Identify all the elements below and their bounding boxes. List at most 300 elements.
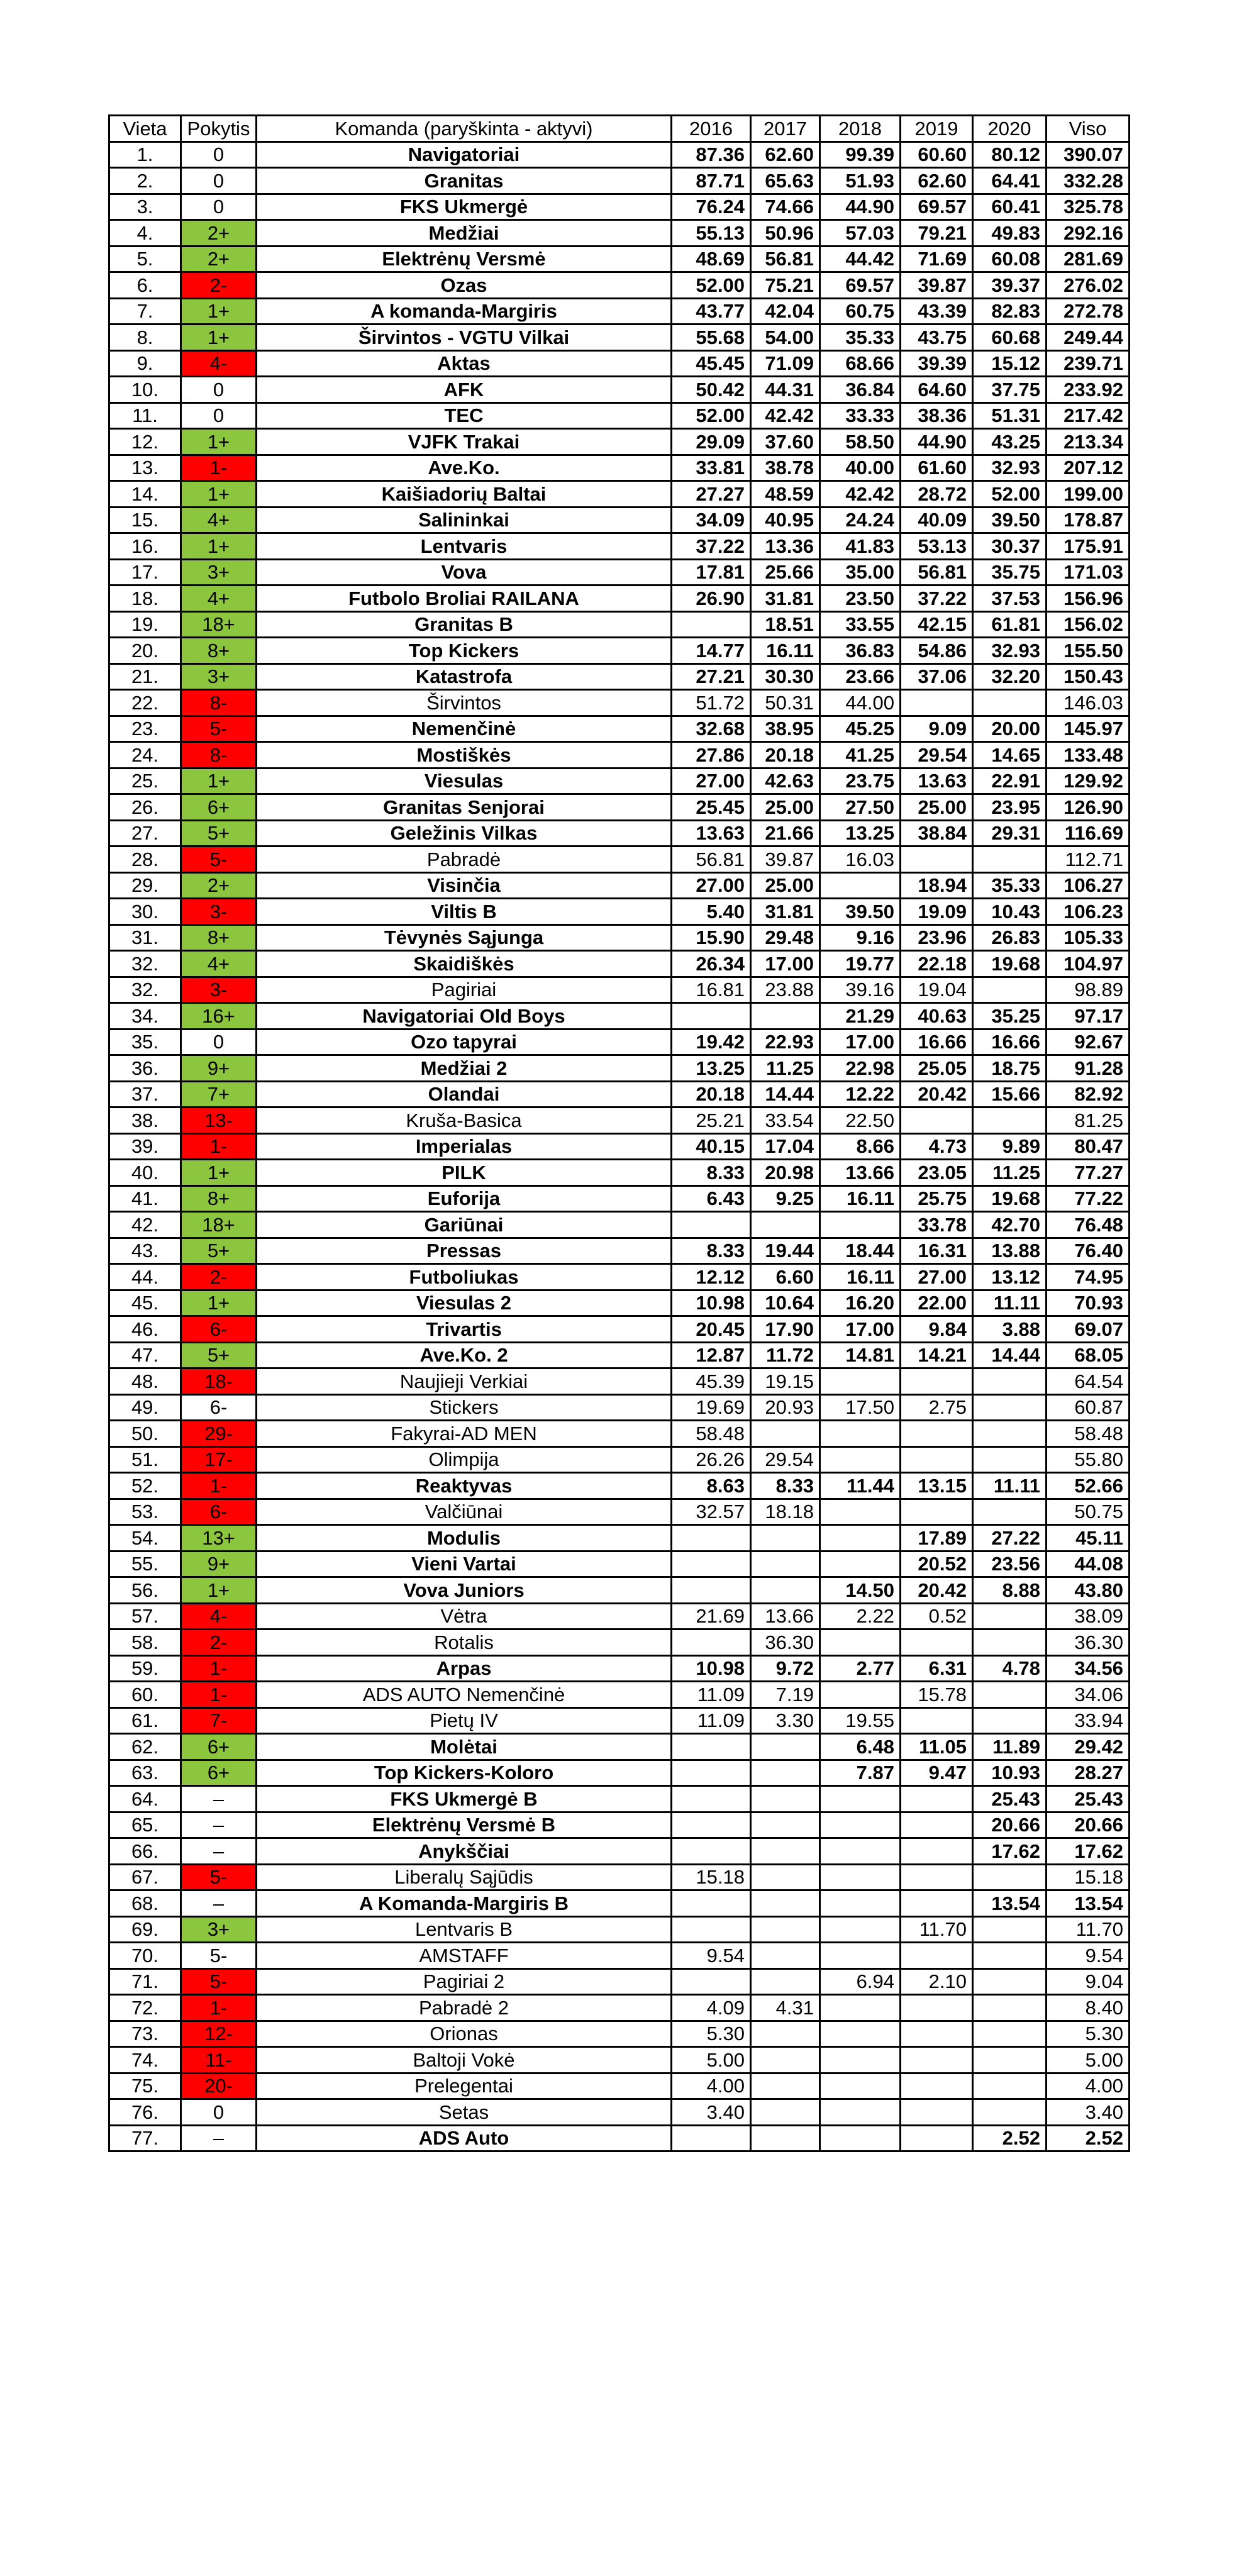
- total-cell: 9.04: [1047, 1968, 1130, 1995]
- table-row: [109, 2125, 1130, 2151]
- total-cell: 20.66: [1047, 1812, 1130, 1838]
- rank-cell: 71.: [109, 1968, 181, 1995]
- score-2017-cell: [751, 1943, 820, 1969]
- change-cell: 8+: [181, 924, 257, 951]
- total-cell: 44.08: [1047, 1551, 1130, 1577]
- header-rank: Vieta: [109, 116, 181, 142]
- score-2019-cell: 64.60: [901, 377, 973, 403]
- table-row: [109, 2073, 1130, 2099]
- score-2017-cell: 18.18: [751, 1499, 820, 1525]
- table-row: [109, 533, 1130, 560]
- score-2016-cell: 27.86: [672, 742, 751, 769]
- score-2018-cell: [820, 1864, 901, 1890]
- rank-cell: 43.: [109, 1238, 181, 1264]
- total-cell: 43.80: [1047, 1577, 1130, 1604]
- score-2019-cell: 11.05: [901, 1734, 973, 1760]
- header-2019: 2019: [901, 116, 973, 142]
- score-2019-cell: 25.00: [901, 794, 973, 821]
- score-2019-cell: 37.22: [901, 586, 973, 612]
- score-2016-cell: 4.00: [672, 2073, 751, 2099]
- change-cell: 20-: [181, 2073, 257, 2099]
- team-name-cell: Ave.Ko.: [257, 455, 672, 481]
- score-2019-cell: [901, 2073, 973, 2099]
- score-2017-cell: 13.36: [751, 533, 820, 560]
- score-2019-cell: 79.21: [901, 220, 973, 247]
- total-cell: 106.23: [1047, 899, 1130, 925]
- rank-cell: 4.: [109, 220, 181, 247]
- team-name-cell: PILK: [257, 1160, 672, 1186]
- score-2016-cell: 27.00: [672, 768, 751, 794]
- score-2018-cell: 12.22: [820, 1081, 901, 1108]
- team-name-cell: ADS Auto: [257, 2125, 672, 2151]
- table-row: [109, 1421, 1130, 1447]
- score-2019-cell: 42.15: [901, 611, 973, 638]
- score-2017-cell: 71.09: [751, 350, 820, 377]
- table-row: [109, 2021, 1130, 2047]
- change-cell: 2+: [181, 246, 257, 272]
- team-name-cell: Ozo tapyrai: [257, 1029, 672, 1055]
- rank-cell: 63.: [109, 1760, 181, 1786]
- score-2018-cell: [820, 1368, 901, 1395]
- score-2018-cell: 23.75: [820, 768, 901, 794]
- total-cell: 155.50: [1047, 638, 1130, 664]
- team-name-cell: Navigatoriai: [257, 142, 672, 168]
- score-2016-cell: 12.87: [672, 1342, 751, 1368]
- score-2016-cell: [672, 1525, 751, 1552]
- score-2020-cell: 30.37: [973, 533, 1047, 560]
- score-2020-cell: 39.50: [973, 507, 1047, 533]
- score-2020-cell: [973, 1995, 1047, 2021]
- score-2017-cell: [751, 1838, 820, 1865]
- score-2017-cell: 65.63: [751, 168, 820, 194]
- score-2019-cell: 2.10: [901, 1968, 973, 1995]
- score-2020-cell: 19.68: [973, 951, 1047, 977]
- score-2018-cell: [820, 1446, 901, 1473]
- change-cell: 6-: [181, 1316, 257, 1343]
- table-row: [109, 820, 1130, 847]
- score-2019-cell: 39.87: [901, 272, 973, 299]
- team-name-cell: Vėtra: [257, 1603, 672, 1629]
- score-2018-cell: 17.00: [820, 1029, 901, 1055]
- score-2018-cell: [820, 2047, 901, 2074]
- team-name-cell: Tėvynės Sąjunga: [257, 924, 672, 951]
- rank-cell: 27.: [109, 820, 181, 847]
- score-2016-cell: [672, 1786, 751, 1813]
- team-name-cell: FKS Ukmergė B: [257, 1786, 672, 1813]
- rank-cell: 57.: [109, 1603, 181, 1629]
- rank-cell: 37.: [109, 1081, 181, 1108]
- score-2016-cell: 32.68: [672, 716, 751, 742]
- score-2017-cell: 38.95: [751, 716, 820, 742]
- rank-cell: 60.: [109, 1682, 181, 1708]
- score-2017-cell: [751, 1760, 820, 1786]
- score-2017-cell: [751, 1890, 820, 1917]
- score-2019-cell: 33.78: [901, 1212, 973, 1238]
- score-2019-cell: [901, 1368, 973, 1395]
- score-2017-cell: [751, 1421, 820, 1447]
- team-name-cell: Fakyrai-AD MEN: [257, 1421, 672, 1447]
- score-2019-cell: 62.60: [901, 168, 973, 194]
- score-2018-cell: [820, 1916, 901, 1943]
- score-2020-cell: [973, 1421, 1047, 1447]
- rank-cell: 12.: [109, 429, 181, 455]
- change-cell: 9+: [181, 1055, 257, 1082]
- score-2018-cell: 44.42: [820, 246, 901, 272]
- score-2017-cell: 48.59: [751, 481, 820, 508]
- change-cell: 5-: [181, 1864, 257, 1890]
- total-cell: 8.40: [1047, 1995, 1130, 2021]
- change-cell: 3-: [181, 899, 257, 925]
- rank-cell: 29.: [109, 872, 181, 899]
- total-cell: 233.92: [1047, 377, 1130, 403]
- change-cell: 4+: [181, 507, 257, 533]
- rank-cell: 2.: [109, 168, 181, 194]
- score-2019-cell: 61.60: [901, 455, 973, 481]
- score-2018-cell: [820, 1421, 901, 1447]
- score-2017-cell: 20.98: [751, 1160, 820, 1186]
- team-name-cell: Trivartis: [257, 1316, 672, 1343]
- team-name-cell: Viltis B: [257, 899, 672, 925]
- score-2020-cell: 61.81: [973, 611, 1047, 638]
- score-2018-cell: 44.00: [820, 690, 901, 716]
- change-cell: –: [181, 1838, 257, 1865]
- table-row: [109, 951, 1130, 977]
- change-cell: 1+: [181, 298, 257, 325]
- table-row: [109, 1629, 1130, 1656]
- score-2020-cell: [973, 1603, 1047, 1629]
- score-2016-cell: 34.09: [672, 507, 751, 533]
- score-2017-cell: 4.31: [751, 1995, 820, 2021]
- score-2019-cell: 54.86: [901, 638, 973, 664]
- score-2016-cell: 45.39: [672, 1368, 751, 1395]
- score-2018-cell: 40.00: [820, 455, 901, 481]
- score-2016-cell: 21.69: [672, 1603, 751, 1629]
- score-2017-cell: [751, 2047, 820, 2074]
- change-cell: 17-: [181, 1446, 257, 1473]
- change-cell: 18-: [181, 1368, 257, 1395]
- total-cell: 34.56: [1047, 1655, 1130, 1682]
- score-2019-cell: 38.84: [901, 820, 973, 847]
- score-2016-cell: 87.36: [672, 142, 751, 168]
- score-2018-cell: [820, 1551, 901, 1577]
- score-2019-cell: 9.47: [901, 1760, 973, 1786]
- score-2016-cell: 8.33: [672, 1160, 751, 1186]
- total-cell: 77.27: [1047, 1160, 1130, 1186]
- score-2020-cell: 8.88: [973, 1577, 1047, 1604]
- header-2020: 2020: [973, 116, 1047, 142]
- score-2019-cell: 9.84: [901, 1316, 973, 1343]
- team-name-cell: Visinčia: [257, 872, 672, 899]
- score-2017-cell: 18.51: [751, 611, 820, 638]
- score-2019-cell: 71.69: [901, 246, 973, 272]
- change-cell: 1-: [181, 1133, 257, 1160]
- total-cell: 112.71: [1047, 847, 1130, 873]
- rank-cell: 61.: [109, 1707, 181, 1734]
- change-cell: 1+: [181, 1160, 257, 1186]
- team-name-cell: AMSTAFF: [257, 1943, 672, 1969]
- score-2017-cell: 10.64: [751, 1290, 820, 1316]
- score-2020-cell: 32.93: [973, 455, 1047, 481]
- score-2017-cell: [751, 2099, 820, 2126]
- score-2020-cell: [973, 1968, 1047, 1995]
- total-cell: 13.54: [1047, 1890, 1130, 1917]
- score-2016-cell: 13.63: [672, 820, 751, 847]
- score-2017-cell: 25.66: [751, 559, 820, 586]
- table-row: [109, 377, 1130, 403]
- score-2020-cell: 80.12: [973, 142, 1047, 168]
- change-cell: 4-: [181, 350, 257, 377]
- team-name-cell: Ozas: [257, 272, 672, 299]
- team-name-cell: Baltoji Vokė: [257, 2047, 672, 2074]
- score-2018-cell: [820, 2021, 901, 2047]
- change-cell: 11-: [181, 2047, 257, 2074]
- team-name-cell: Granitas: [257, 168, 672, 194]
- table-row: [109, 1864, 1130, 1890]
- table-row: [109, 402, 1130, 429]
- score-2020-cell: 29.31: [973, 820, 1047, 847]
- score-2019-cell: 2.75: [901, 1394, 973, 1421]
- score-2018-cell: [820, 1786, 901, 1813]
- rank-cell: 53.: [109, 1499, 181, 1525]
- rank-cell: 46.: [109, 1316, 181, 1343]
- score-2020-cell: 20.00: [973, 716, 1047, 742]
- rank-cell: 18.: [109, 586, 181, 612]
- team-name-cell: Olimpija: [257, 1446, 672, 1473]
- score-2017-cell: 19.44: [751, 1238, 820, 1264]
- change-cell: 8+: [181, 638, 257, 664]
- score-2017-cell: 36.30: [751, 1629, 820, 1656]
- score-2016-cell: 5.30: [672, 2021, 751, 2047]
- score-2020-cell: [973, 1446, 1047, 1473]
- score-2019-cell: [901, 1812, 973, 1838]
- total-cell: 104.97: [1047, 951, 1130, 977]
- total-cell: 5.30: [1047, 2021, 1130, 2047]
- score-2016-cell: 26.34: [672, 951, 751, 977]
- team-name-cell: Viesulas 2: [257, 1290, 672, 1316]
- rank-cell: 39.: [109, 1133, 181, 1160]
- score-2016-cell: [672, 1551, 751, 1577]
- table-row: [109, 924, 1130, 951]
- total-cell: 207.12: [1047, 455, 1130, 481]
- rank-cell: 3.: [109, 194, 181, 220]
- score-2017-cell: 33.54: [751, 1108, 820, 1134]
- score-2018-cell: 68.66: [820, 350, 901, 377]
- change-cell: 2+: [181, 220, 257, 247]
- total-cell: 213.34: [1047, 429, 1130, 455]
- score-2018-cell: 17.00: [820, 1316, 901, 1343]
- score-2018-cell: 58.50: [820, 429, 901, 455]
- score-2016-cell: 51.72: [672, 690, 751, 716]
- team-name-cell: Katastrofa: [257, 663, 672, 690]
- team-name-cell: TEC: [257, 402, 672, 429]
- rank-cell: 22.: [109, 690, 181, 716]
- team-name-cell: Pabradė 2: [257, 1995, 672, 2021]
- table-row: [109, 1499, 1130, 1525]
- total-cell: 129.92: [1047, 768, 1130, 794]
- table-row: [109, 1055, 1130, 1082]
- rank-cell: 10.: [109, 377, 181, 403]
- table-row: [109, 1603, 1130, 1629]
- score-2016-cell: 45.45: [672, 350, 751, 377]
- score-2019-cell: 25.05: [901, 1055, 973, 1082]
- score-2019-cell: 40.09: [901, 507, 973, 533]
- change-cell: 18+: [181, 611, 257, 638]
- table-row: [109, 1368, 1130, 1395]
- team-name-cell: Rotalis: [257, 1629, 672, 1656]
- team-name-cell: Euforija: [257, 1185, 672, 1212]
- rank-cell: 74.: [109, 2047, 181, 2074]
- score-2018-cell: 19.55: [820, 1707, 901, 1734]
- score-2019-cell: [901, 1446, 973, 1473]
- score-2017-cell: 40.95: [751, 507, 820, 533]
- score-2017-cell: [751, 1864, 820, 1890]
- rank-cell: 72.: [109, 1995, 181, 2021]
- team-name-cell: Molėtai: [257, 1734, 672, 1760]
- score-2020-cell: 35.25: [973, 1003, 1047, 1030]
- team-name-cell: Liberalų Sąjūdis: [257, 1864, 672, 1890]
- score-2018-cell: 35.33: [820, 325, 901, 351]
- table-row: [109, 220, 1130, 247]
- total-cell: 106.27: [1047, 872, 1130, 899]
- change-cell: 2-: [181, 1629, 257, 1656]
- score-2017-cell: 17.04: [751, 1133, 820, 1160]
- score-2016-cell: 16.81: [672, 977, 751, 1003]
- rank-cell: 32.: [109, 951, 181, 977]
- score-2017-cell: 42.63: [751, 768, 820, 794]
- rank-cell: 11.: [109, 402, 181, 429]
- score-2020-cell: 20.66: [973, 1812, 1047, 1838]
- score-2017-cell: 25.00: [751, 794, 820, 821]
- rank-cell: 25.: [109, 768, 181, 794]
- score-2016-cell: 25.21: [672, 1108, 751, 1134]
- score-2016-cell: 26.90: [672, 586, 751, 612]
- total-cell: 29.42: [1047, 1734, 1130, 1760]
- team-name-cell: Prelegentai: [257, 2073, 672, 2099]
- change-cell: 4+: [181, 951, 257, 977]
- score-2020-cell: 82.83: [973, 298, 1047, 325]
- change-cell: 2-: [181, 272, 257, 299]
- score-2018-cell: 99.39: [820, 142, 901, 168]
- total-cell: 58.48: [1047, 1421, 1130, 1447]
- score-2018-cell: [820, 1682, 901, 1708]
- score-2018-cell: [820, 872, 901, 899]
- score-2017-cell: [751, 1734, 820, 1760]
- table-row: [109, 2047, 1130, 2074]
- score-2018-cell: 39.16: [820, 977, 901, 1003]
- rank-cell: 64.: [109, 1786, 181, 1813]
- team-name-cell: Geležinis Vilkas: [257, 820, 672, 847]
- score-2016-cell: 40.15: [672, 1133, 751, 1160]
- score-2019-cell: 23.05: [901, 1160, 973, 1186]
- total-cell: 9.54: [1047, 1943, 1130, 1969]
- score-2016-cell: 48.69: [672, 246, 751, 272]
- score-2017-cell: 19.15: [751, 1368, 820, 1395]
- team-name-cell: Imperialas: [257, 1133, 672, 1160]
- score-2019-cell: 0.52: [901, 1603, 973, 1629]
- rank-cell: 16.: [109, 533, 181, 560]
- total-cell: 390.07: [1047, 142, 1130, 168]
- rank-cell: 70.: [109, 1943, 181, 1969]
- score-2018-cell: 44.90: [820, 194, 901, 220]
- score-2020-cell: 37.53: [973, 586, 1047, 612]
- rank-cell: 58.: [109, 1629, 181, 1656]
- score-2016-cell: [672, 1760, 751, 1786]
- total-cell: 68.05: [1047, 1342, 1130, 1368]
- team-name-cell: Modulis: [257, 1525, 672, 1552]
- change-cell: 4-: [181, 1603, 257, 1629]
- score-2018-cell: 6.48: [820, 1734, 901, 1760]
- score-2020-cell: [973, 2021, 1047, 2047]
- score-2019-cell: 18.94: [901, 872, 973, 899]
- header-total: Viso: [1047, 116, 1130, 142]
- score-2016-cell: 29.09: [672, 429, 751, 455]
- score-2017-cell: 21.66: [751, 820, 820, 847]
- score-2019-cell: 20.52: [901, 1551, 973, 1577]
- score-2018-cell: 19.77: [820, 951, 901, 977]
- score-2016-cell: 20.18: [672, 1081, 751, 1108]
- score-2017-cell: 3.30: [751, 1707, 820, 1734]
- score-2017-cell: [751, 1968, 820, 1995]
- table-row: [109, 1968, 1130, 1995]
- total-cell: 91.28: [1047, 1055, 1130, 1082]
- score-2020-cell: 4.78: [973, 1655, 1047, 1682]
- score-2017-cell: 17.90: [751, 1316, 820, 1343]
- score-2019-cell: [901, 847, 973, 873]
- score-2020-cell: 64.41: [973, 168, 1047, 194]
- table-row: [109, 768, 1130, 794]
- score-2018-cell: [820, 1525, 901, 1552]
- team-name-cell: Salininkai: [257, 507, 672, 533]
- table-row: [109, 2099, 1130, 2126]
- rank-cell: 59.: [109, 1655, 181, 1682]
- rank-cell: 76.: [109, 2099, 181, 2126]
- table-row: [109, 872, 1130, 899]
- rank-cell: 30.: [109, 899, 181, 925]
- table-row: [109, 1108, 1130, 1134]
- score-2016-cell: 58.48: [672, 1421, 751, 1447]
- score-2018-cell: [820, 1995, 901, 2021]
- score-2018-cell: [820, 1499, 901, 1525]
- score-2020-cell: 11.11: [973, 1290, 1047, 1316]
- total-cell: 55.80: [1047, 1446, 1130, 1473]
- score-2019-cell: [901, 2125, 973, 2151]
- team-name-cell: Futbolo Broliai RAILANA: [257, 586, 672, 612]
- table-row: [109, 1682, 1130, 1708]
- score-2016-cell: [672, 2125, 751, 2151]
- score-2020-cell: [973, 1707, 1047, 1734]
- table-header: [109, 116, 1130, 142]
- change-cell: 1+: [181, 325, 257, 351]
- score-2018-cell: 17.50: [820, 1394, 901, 1421]
- score-2016-cell: [672, 611, 751, 638]
- score-2018-cell: 41.83: [820, 533, 901, 560]
- rank-cell: 51.: [109, 1446, 181, 1473]
- rank-cell: 48.: [109, 1368, 181, 1395]
- change-cell: 1+: [181, 1290, 257, 1316]
- team-name-cell: Elektrėnų Versmė: [257, 246, 672, 272]
- team-name-cell: Medžiai 2: [257, 1055, 672, 1082]
- total-cell: 272.78: [1047, 298, 1130, 325]
- change-cell: 1-: [181, 1682, 257, 1708]
- rank-cell: 26.: [109, 794, 181, 821]
- table-row: [109, 325, 1130, 351]
- team-name-cell: Anykščiai: [257, 1838, 672, 1865]
- score-2019-cell: 40.63: [901, 1003, 973, 1030]
- table-row: [109, 1916, 1130, 1943]
- score-2017-cell: 22.93: [751, 1029, 820, 1055]
- score-2020-cell: 15.66: [973, 1081, 1047, 1108]
- score-2016-cell: 15.18: [672, 1864, 751, 1890]
